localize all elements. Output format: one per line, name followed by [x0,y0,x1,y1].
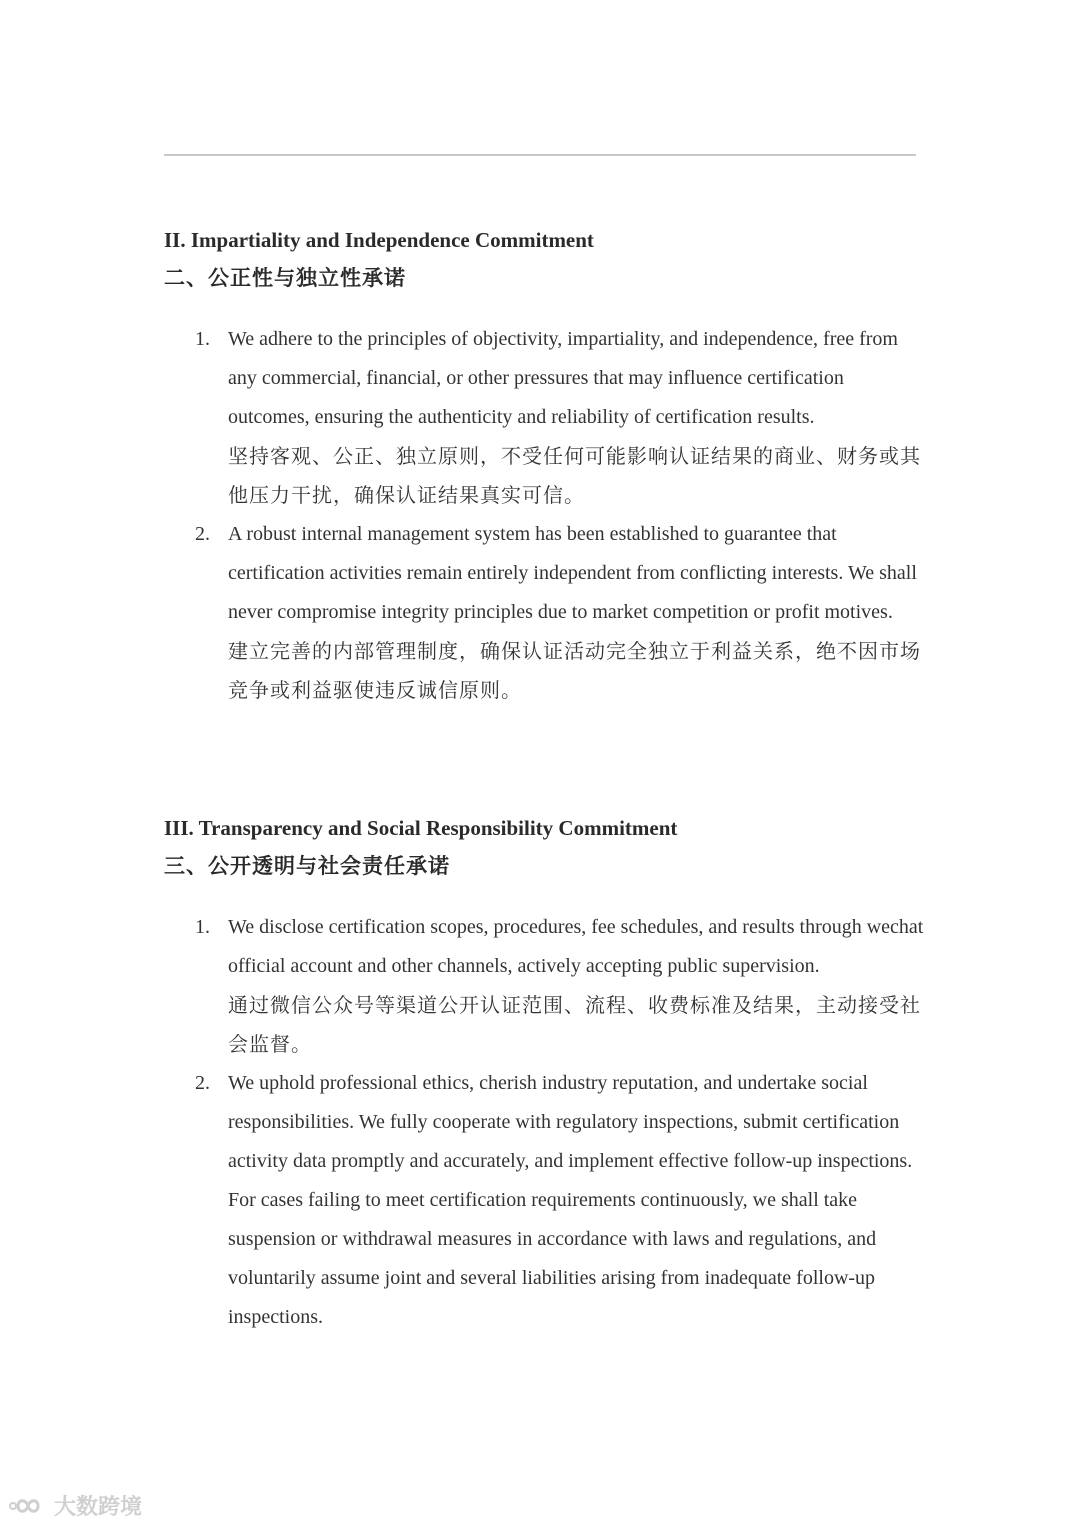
list-item [164,515,924,710]
section-transparency [164,814,924,1337]
item-number: 2. [195,523,210,545]
section-heading-zh: 三、公开透明与社会责任承诺 [164,854,450,878]
item-number: 2. [195,1072,210,1094]
infinity-logo-icon [8,1495,48,1517]
commitment-list [164,908,924,1337]
item-text-en: A robust internal management system has been established to guarantee that certification activities remain entirely independent from conflicting interests. We shall never compromise integrity principles due to market competition or profit motives. [228,523,917,623]
list-item [164,320,924,515]
item-text-zh: 坚持客观、公正、独立原则，不受任何可能影响认证结果的商业、财务或其他压力干扰，确保认证结果真实可信。 [228,444,921,507]
item-text-en: We adhere to the principles of objectivity, impartiality, and independence, free from any commercial, financial, or other pressures that may influence certification outcomes, ensuring the authenticity and reliability of certification results. [228,328,898,428]
list-item [164,908,924,1064]
item-number: 1. [195,328,210,350]
watermark [8,1490,142,1521]
header-divider [164,154,916,156]
item-text-en: We disclose certification scopes, procedures, fee schedules, and results through wechat official account and other channels, actively accepting public supervision. [228,916,924,977]
section-heading-en: III. Transparency and Social Responsibility Commitment [164,816,678,840]
commitment-list [164,320,924,710]
section-heading-zh: 二、公正性与独立性承诺 [164,266,406,290]
item-text-zh: 通过微信公众号等渠道公开认证范围、流程、收费标准及结果，主动接受社会监督。 [228,993,921,1056]
item-text-en: We uphold professional ethics, cherish industry reputation, and undertake social responsibilities. We fully cooperate with regulatory inspections, submit certification activity data promptly and accurately, and implement effective follow-up inspections. For cases failing to meet certification requirements continuously, we shall take suspension or withdrawal measures in accordance with laws and regulations, and voluntarily assume joint and several liabilities arising from inadequate follow-up inspections. [228,1072,913,1328]
watermark-text: 大数跨境 [54,1495,143,1520]
list-item [164,1064,924,1337]
section-heading-en: II. Impartiality and Independence Commitment [164,228,594,252]
item-text-zh: 建立完善的内部管理制度，确保认证活动完全独立于利益关系，绝不因市场竞争或利益驱使违反诚信原则。 [228,639,921,702]
section-impartiality [164,226,924,710]
item-number: 1. [195,916,210,938]
